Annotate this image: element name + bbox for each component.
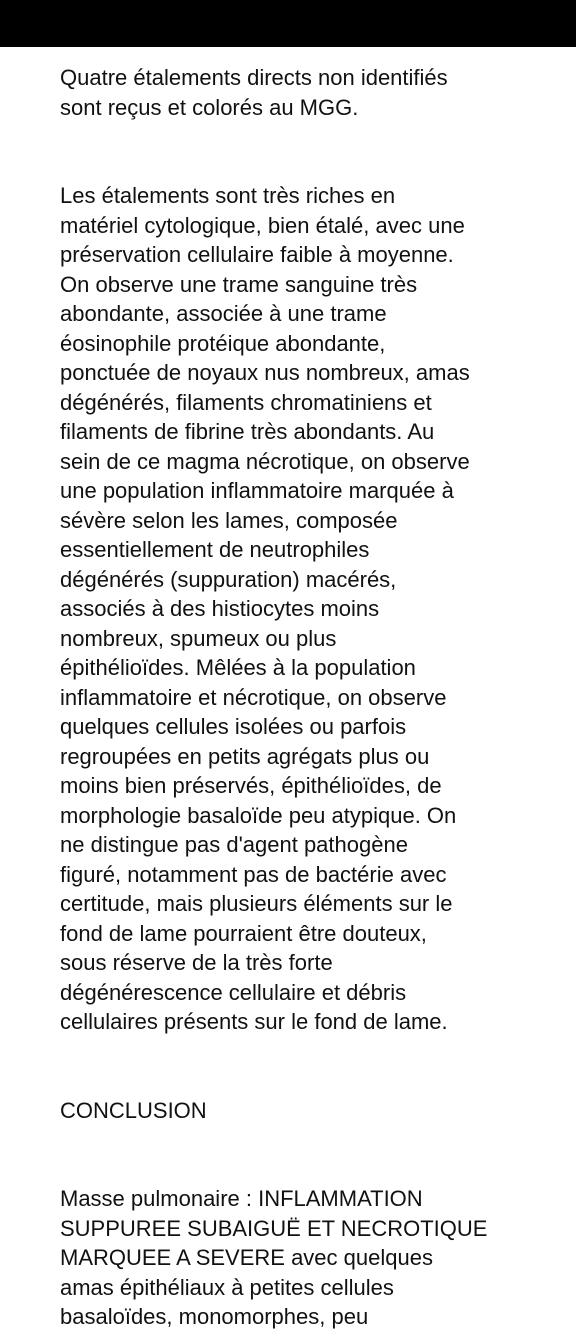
- paragraph-spacer: [60, 1125, 530, 1184]
- paragraph-spacer: [60, 1037, 530, 1096]
- conclusion-paragraph: Masse pulmonaire : INFLAMMATION SUPPUREE SUBAIGUË ET NECROTIQUE MARQUEE A SEVERE avec quelques amas épithéliaux à petites cellules basaloïdes, monomorphes, peu: [60, 1186, 488, 1329]
- conclusion-heading: CONCLUSION: [60, 1097, 207, 1123]
- document-body[interactable]: [60, 63, 530, 1332]
- paragraph-spacer: [60, 122, 530, 181]
- description-paragraph: Les étalements sont très riches en matériel cytologique, bien étalé, avec une préservation cellulaire faible à moyenne. On observe une trame sanguine très abondante, associée à une trame éosinophile protéique abondante, ponctuée de noyaux nus nombreux, amas dégénérés, filaments chromatiniens et filaments de fibrine très abondants. Au sein de ce magma nécrotique, on observe une population inflammatoire marquée à sévère selon les lames, composée essentiellement de neutrophiles dégénérés (suppuration) macérés, associés à des histiocytes moins nombreux, spumeux ou plus épithélioïdes. Mêlées à la population inflammatoire et nécrotique, on observe quelques cellules isolées ou parfois regroupées en petits agrégats plus ou moins bien préservés, épithélioïdes, de morphologie basaloïde peu atypique. On ne distingue pas d'agent pathogène figuré, notamment pas de bactérie avec certitude, mais plusieurs éléments sur le fond de lame pourraient être douteux, sous réserve de la très forte dégénérescence cellulaire et débris cellulaires présents sur le fond de lame.: [60, 183, 470, 1034]
- status-bar: [0, 0, 576, 47]
- intro-paragraph: Quatre étalements directs non identifiés sont reçus et colorés au MGG.: [60, 65, 448, 120]
